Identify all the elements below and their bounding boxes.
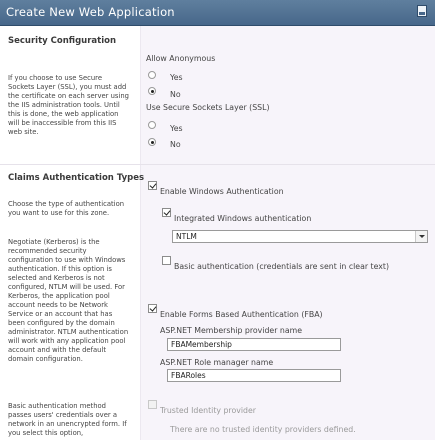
use-ssl-yes-label: Yes — [170, 124, 183, 133]
claims-authentication-heading: Claims Authentication Types — [8, 173, 145, 183]
enable-fba-label: Enable Forms Based Authentication (FBA) — [160, 310, 323, 319]
enable-windows-auth-checkbox[interactable] — [148, 181, 157, 190]
allow-anonymous-yes-radio[interactable] — [148, 71, 156, 79]
chevron-down-icon[interactable] — [415, 231, 427, 242]
use-ssl-label: Use Secure Sockets Layer (SSL) — [146, 103, 270, 112]
restore-icon[interactable] — [417, 5, 427, 17]
enable-fba-checkbox[interactable] — [148, 304, 157, 313]
allow-anonymous-label: Allow Anonymous — [146, 54, 216, 63]
basic-auth-checkbox[interactable] — [162, 256, 171, 265]
membership-provider-input[interactable]: FBAMembership — [167, 338, 341, 351]
security-description: If you choose to use Secure Sockets Layer (SSL), you must add the certificate on each server using the IIS administration tools. Until this is done, the web application will be inaccessible from this IIS web site. — [8, 74, 129, 136]
security-configuration-heading: Security Configuration — [8, 36, 117, 46]
use-ssl-yes-radio[interactable] — [148, 121, 156, 129]
role-manager-input[interactable]: FBARoles — [167, 369, 341, 382]
use-ssl-no-label: No — [170, 140, 181, 149]
trusted-identity-note: There are no trusted identity providers defined. — [170, 425, 356, 434]
basic-auth-label: Basic authentication (credentials are sent in clear text) — [174, 262, 389, 271]
column-divider — [140, 26, 141, 440]
integrated-windows-auth-label: Integrated Windows authentication — [174, 214, 312, 223]
window-titlebar — [0, 0, 435, 26]
window-title: Create New Web Application — [6, 5, 175, 19]
claims-description-basic: Basic authentication method passes users' credentials over a network in an unencrypted form. If you select this option, — [8, 402, 127, 437]
role-manager-label: ASP.NET Role manager name — [160, 358, 274, 367]
use-ssl-no-radio[interactable] — [148, 138, 156, 146]
section-separator — [0, 164, 435, 165]
allow-anonymous-no-radio[interactable] — [148, 87, 156, 95]
integrated-auth-type-select[interactable] — [172, 230, 428, 243]
membership-provider-label: ASP.NET Membership provider name — [160, 326, 302, 335]
claims-description-intro: Choose the type of authentication you want to use for this zone. — [8, 200, 125, 217]
trusted-identity-checkbox[interactable] — [148, 400, 157, 409]
allow-anonymous-yes-label: Yes — [170, 73, 183, 82]
enable-windows-auth-label: Enable Windows Authentication — [160, 187, 284, 196]
claims-description-kerberos: Negotiate (Kerberos) is the recommended security configuration to use with Windows authentication. If this option is selected and Kerberos is not configured, NTLM will be used. For Kerberos, the application pool account needs to be Network Service or an account that has been configured by the domain administrator. NTLM authentication will work with any application pool account and with the default domain configuration. — [8, 238, 129, 363]
allow-anonymous-no-label: No — [170, 90, 181, 99]
trusted-identity-label: Trusted Identity provider — [160, 406, 256, 415]
integrated-windows-auth-checkbox[interactable] — [162, 208, 171, 217]
integrated-auth-type-value: NTLM — [176, 232, 197, 241]
